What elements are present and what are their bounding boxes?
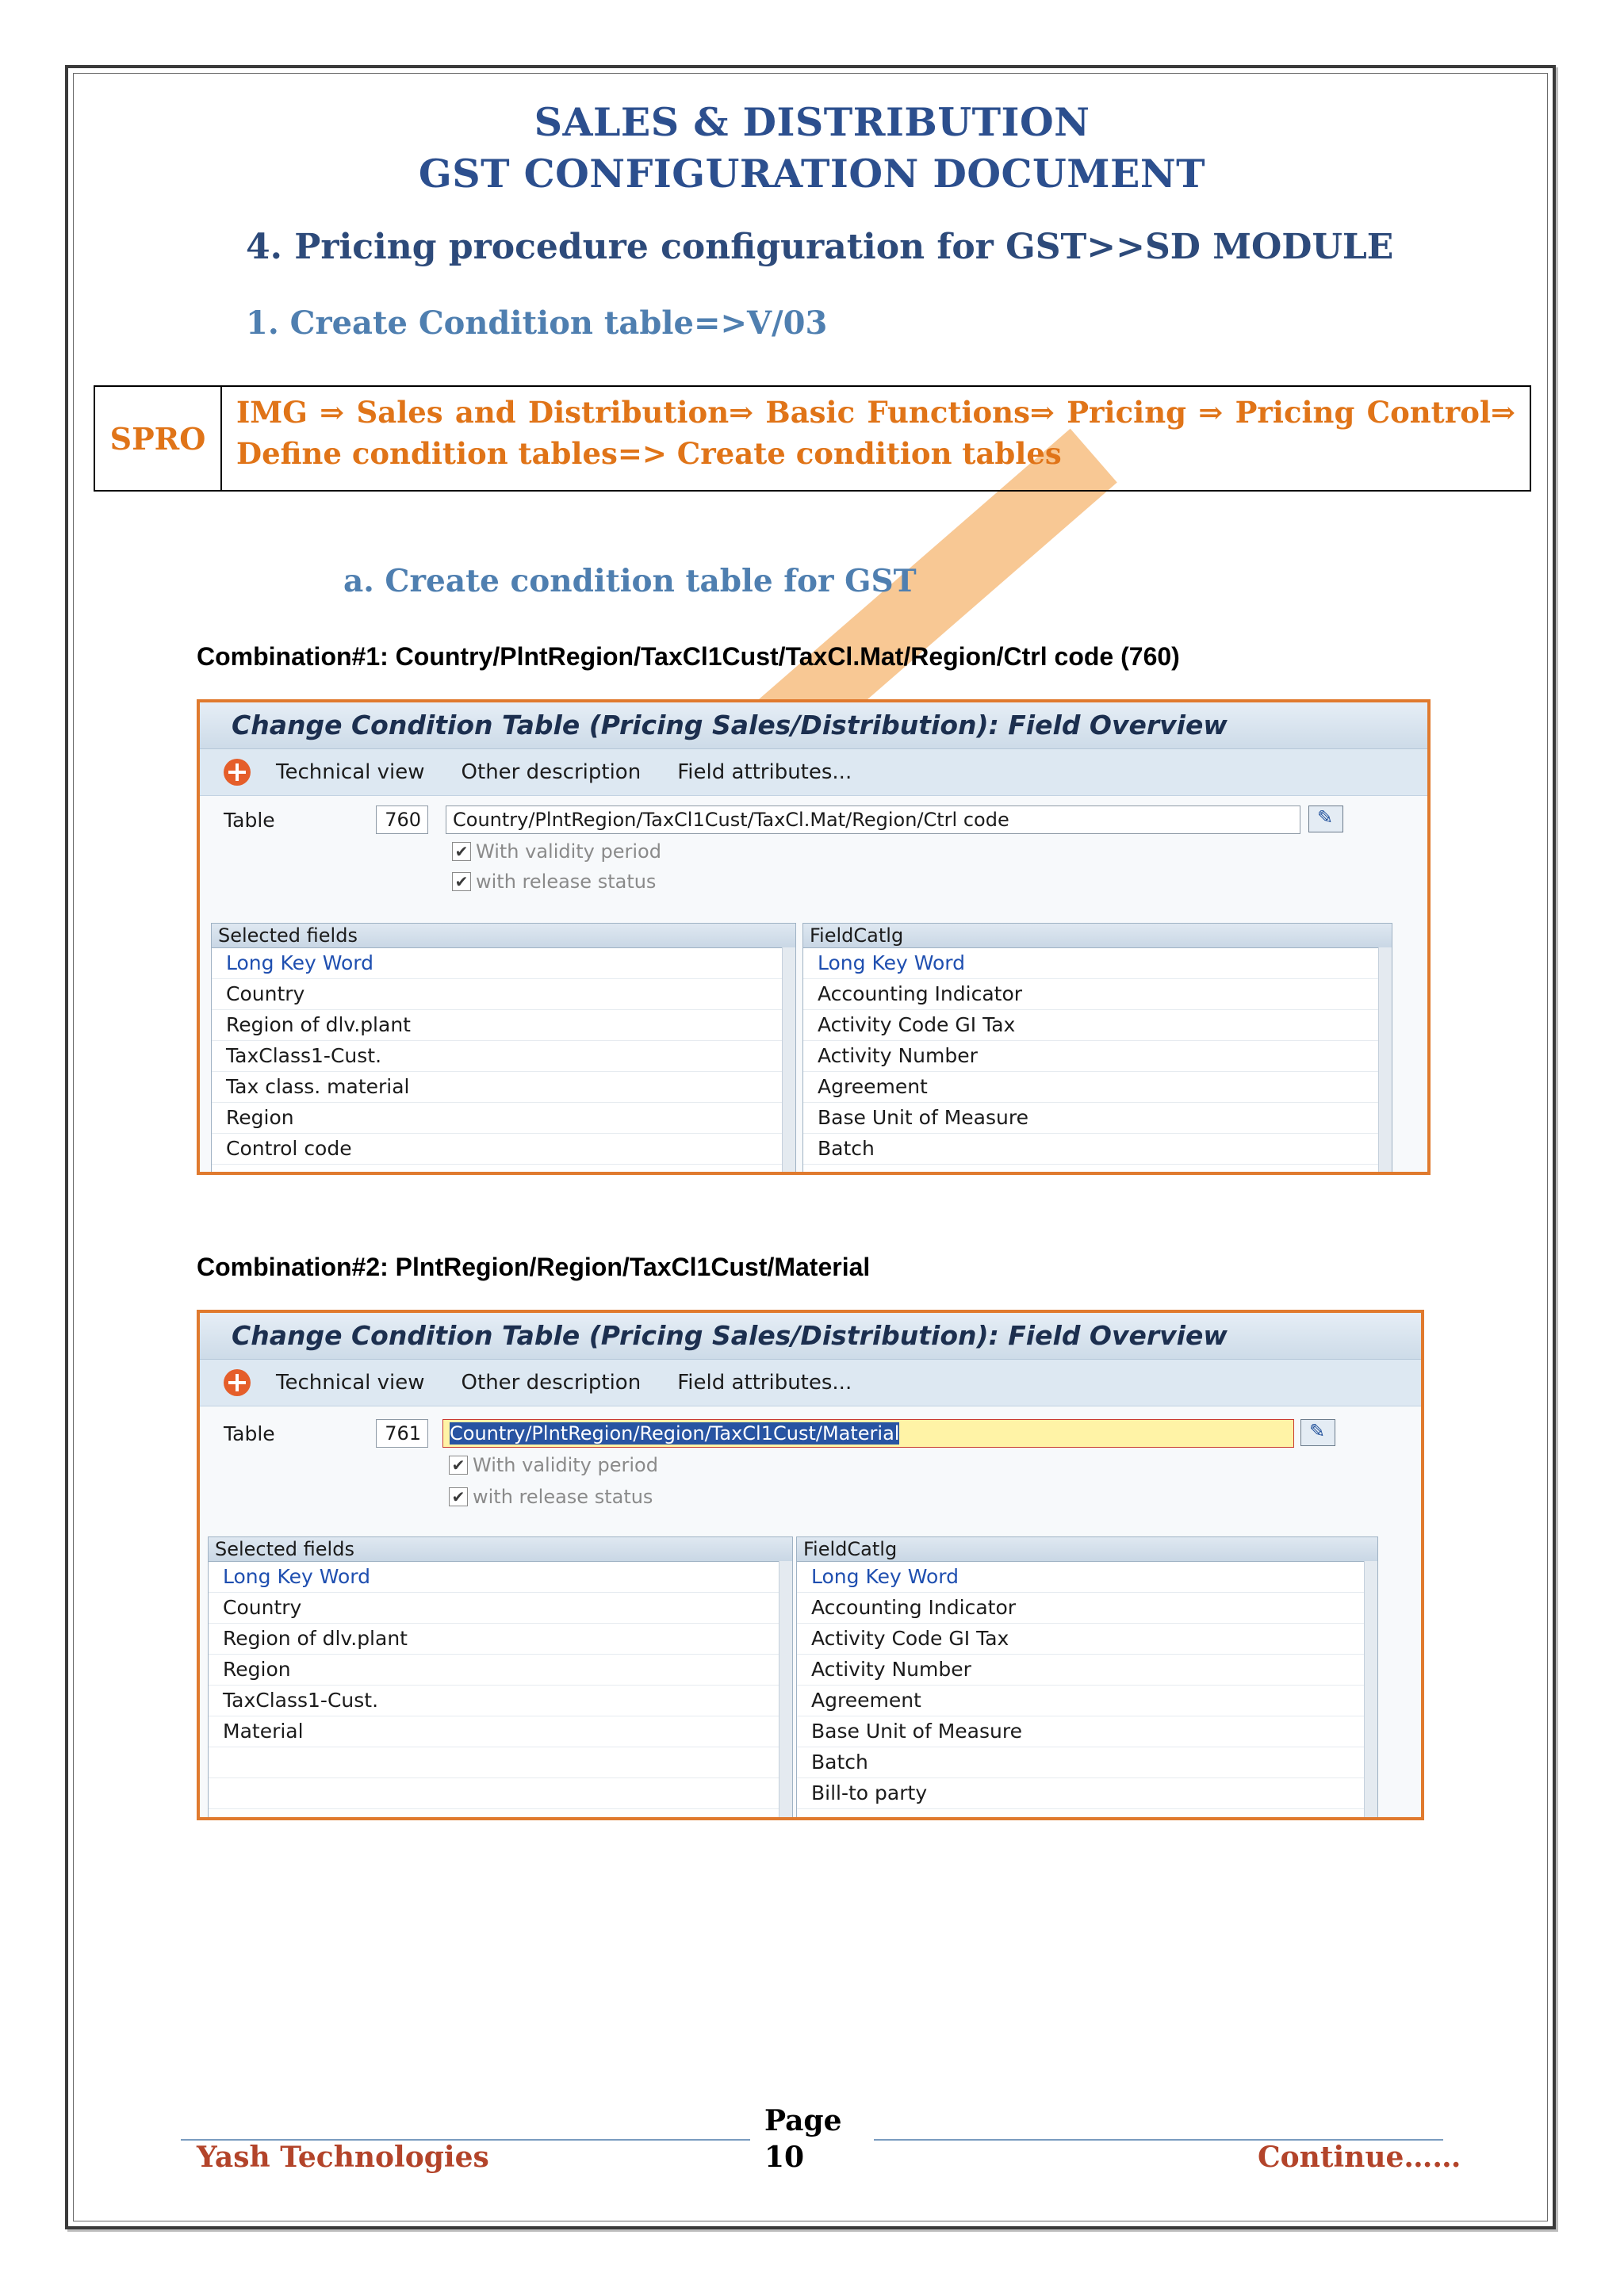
spro-table	[94, 385, 1531, 492]
scrollbar[interactable]	[782, 947, 795, 1175]
list-item: Long Key Word	[209, 1562, 792, 1593]
list-item[interactable]: Batch	[803, 1134, 1392, 1165]
list-item[interactable]: Country	[209, 1593, 792, 1624]
list-item[interactable]: Country	[212, 979, 795, 1010]
list-item: Long Key Word	[803, 948, 1392, 979]
other-description-button[interactable]: Other description	[461, 1371, 642, 1395]
sap-screenshot-760	[197, 699, 1431, 1175]
step-title: 1. Create Condition table=>V/03	[246, 304, 828, 342]
scrollbar[interactable]	[779, 1561, 792, 1820]
list-item[interactable]: TaxClass1-Cust.	[212, 1041, 795, 1072]
spro-label: SPRO	[95, 387, 222, 490]
selected-fields-panel	[208, 1536, 793, 1820]
scrollbar[interactable]	[1378, 947, 1392, 1175]
table-description-field[interactable]: Country/PlntRegion/TaxCl1Cust/TaxCl.Mat/Region/Ctrl code	[446, 806, 1300, 834]
list-item[interactable]: Material	[209, 1716, 792, 1747]
header-line-1: SALES & DISTRIBUTION	[534, 99, 1090, 145]
table-number-field[interactable]: 760	[376, 806, 428, 834]
release-status-label: with release status	[473, 1486, 653, 1508]
subsection-title: a. Create condition table for GST	[343, 563, 917, 599]
other-description-button[interactable]: Other description	[461, 760, 642, 784]
table-description-field[interactable]	[442, 1419, 1294, 1448]
validity-period-label: With validity period	[476, 840, 661, 863]
list-item[interactable]: Tax class. material	[212, 1072, 795, 1103]
combination-2-caption: Combination#2: PlntRegion/Region/TaxCl1Cust/Material	[197, 1253, 871, 1281]
scrollbar[interactable]	[1364, 1561, 1377, 1820]
footer-continue: Continue……	[1258, 2141, 1461, 2174]
edit-icon[interactable]	[1300, 1419, 1335, 1446]
selected-fields-header: Selected fields	[209, 1537, 792, 1562]
footer-page-label: Page	[764, 2104, 842, 2137]
field-catalog-header: FieldCatlg	[797, 1537, 1377, 1562]
list-item[interactable]: Control code	[212, 1134, 795, 1165]
list-item[interactable]: Accounting Indicator	[803, 979, 1392, 1010]
selected-fields-panel	[211, 923, 796, 1175]
validity-period-checkbox[interactable]: ✔ With validity period	[449, 1454, 658, 1476]
list-item[interactable]: Activity Code GI Tax	[803, 1010, 1392, 1041]
field-attributes-button[interactable]: Field attributes...	[677, 760, 852, 784]
sap-screenshot-761	[197, 1310, 1424, 1820]
list-item[interactable]: Region of dlv.plant	[212, 1010, 795, 1041]
selected-fields-header: Selected fields	[212, 924, 795, 948]
footer-company: Yash Technologies	[197, 2141, 489, 2174]
field-catalog-header: FieldCatlg	[803, 924, 1392, 948]
table-label: Table	[224, 1422, 275, 1445]
section-title: 4. Pricing procedure configuration for GST>>SD MODULE	[246, 227, 1394, 267]
header-line-2: GST CONFIGURATION DOCUMENT	[418, 151, 1206, 197]
toggle-icon[interactable]	[224, 1369, 251, 1396]
table-number-field[interactable]: 761	[376, 1419, 428, 1448]
list-item[interactable]: Region of dlv.plant	[209, 1624, 792, 1655]
list-item[interactable]: Region	[212, 1103, 795, 1134]
validity-period-checkbox[interactable]: ✔ With validity period	[452, 840, 661, 863]
list-item[interactable]: Agreement	[797, 1686, 1377, 1716]
list-item: Long Key Word	[212, 948, 795, 979]
toolbar	[200, 1360, 1421, 1406]
list-item[interactable]: Accounting Indicator	[797, 1593, 1377, 1624]
list-item[interactable]: Batch	[797, 1747, 1377, 1778]
selected-text: Country/PlntRegion/Region/TaxCl1Cust/Material	[450, 1422, 900, 1445]
list-item[interactable]: Base Unit of Measure	[797, 1716, 1377, 1747]
table-label: Table	[224, 809, 275, 832]
toolbar	[200, 749, 1427, 796]
technical-view-button[interactable]: Technical view	[276, 1371, 425, 1395]
combination-1-caption: Combination#1: Country/PlntRegion/TaxCl1Cust/TaxCl.Mat/Region/Ctrl code (760)	[197, 642, 1180, 671]
list-item[interactable]: Agreement	[803, 1072, 1392, 1103]
list-item: Long Key Word	[797, 1562, 1377, 1593]
release-status-checkbox[interactable]: ✔ with release status	[449, 1486, 653, 1508]
footer-page-number: 10	[764, 2141, 805, 2174]
field-attributes-button[interactable]: Field attributes...	[677, 1371, 852, 1395]
toggle-icon[interactable]	[224, 759, 251, 786]
screen-body	[200, 796, 1427, 1172]
list-item[interactable]: Activity Number	[803, 1041, 1392, 1072]
list-item[interactable]: TaxClass1-Cust.	[209, 1686, 792, 1716]
list-item[interactable]: Base Unit of Measure	[803, 1103, 1392, 1134]
list-item[interactable]: Activity Code GI Tax	[797, 1624, 1377, 1655]
field-catalog-panel	[796, 1536, 1378, 1820]
screen-body	[200, 1406, 1421, 1817]
list-item[interactable]	[209, 1747, 792, 1778]
list-item[interactable]: Activity Number	[797, 1655, 1377, 1686]
list-item[interactable]: Bill-to party	[797, 1778, 1377, 1809]
edit-icon[interactable]	[1308, 806, 1343, 832]
release-status-label: with release status	[476, 871, 657, 893]
field-catalog-panel	[802, 923, 1392, 1175]
validity-period-label: With validity period	[473, 1454, 658, 1476]
technical-view-button[interactable]: Technical view	[276, 760, 425, 784]
screen-title: Change Condition Table (Pricing Sales/Distribution): Field Overview	[200, 1313, 1421, 1360]
screen-title: Change Condition Table (Pricing Sales/Distribution): Field Overview	[200, 702, 1427, 749]
release-status-checkbox[interactable]: ✔ with release status	[452, 871, 656, 893]
list-item[interactable]	[209, 1778, 792, 1809]
spro-path: IMG ⇒ Sales and Distribution⇒ Basic Functions⇒ Pricing ⇒ Pricing Control⇒ Define condition tables=> Create condition tables	[236, 395, 1515, 471]
list-item[interactable]: Region	[209, 1655, 792, 1686]
